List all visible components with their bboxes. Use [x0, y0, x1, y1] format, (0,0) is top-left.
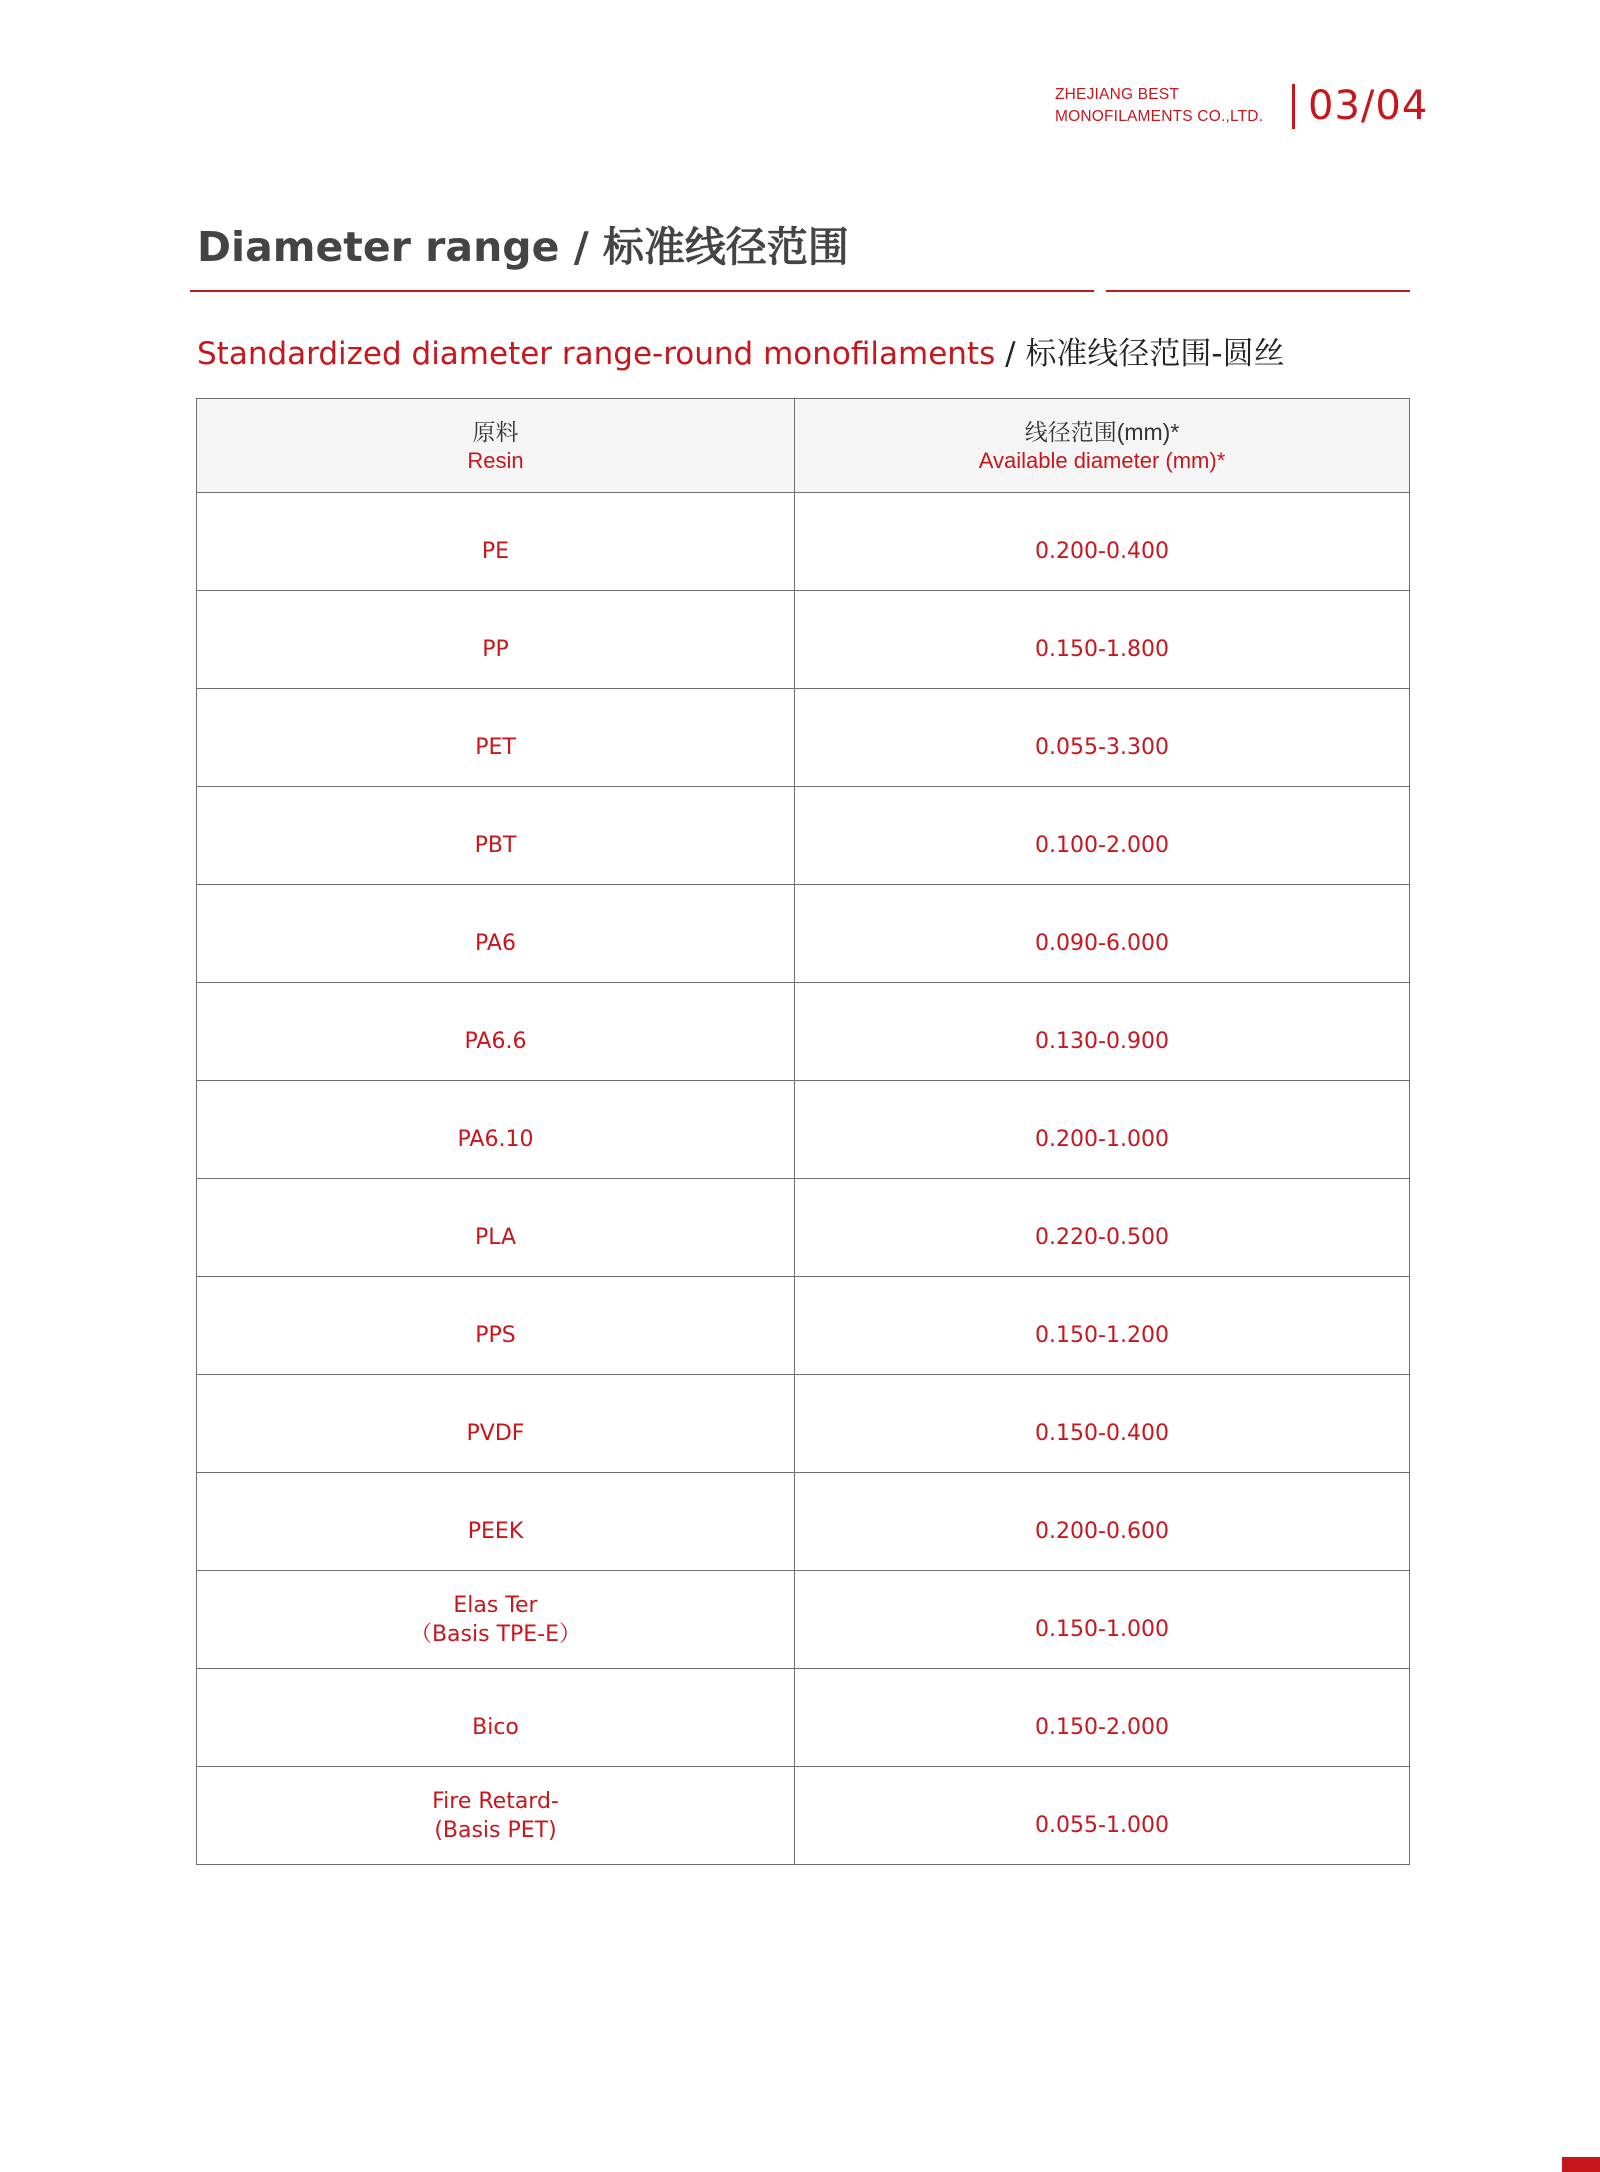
resin-cell: PE [197, 493, 795, 591]
diameter-table [196, 398, 1410, 1865]
resin-cell [197, 1571, 795, 1669]
resin-column-header [197, 399, 795, 493]
resin-cell: PPS [197, 1277, 795, 1375]
table-row [197, 1571, 1410, 1669]
diameter-cell: 0.200-1.000 [795, 1081, 1410, 1179]
diameter-cell: 0.100-2.000 [795, 787, 1410, 885]
table-header-row [197, 399, 1410, 493]
resin-cell-line1: Elas Ter [453, 1592, 538, 1618]
diameter-cell: 0.055-3.300 [795, 689, 1410, 787]
diameter-cell: 0.055-1.000 [795, 1767, 1410, 1865]
table-row [197, 493, 1410, 591]
subtitle-chinese: 标准线径范围-圆丝 [1025, 336, 1285, 372]
table-row [197, 787, 1410, 885]
page-number: 03/04 [1308, 83, 1429, 129]
table-row [197, 1081, 1410, 1179]
table-row [197, 1375, 1410, 1473]
header-divider [1292, 84, 1295, 129]
diameter-column-header [795, 399, 1410, 493]
table-row [197, 885, 1410, 983]
resin-cell [197, 1767, 795, 1865]
title-rule-left [190, 290, 1094, 292]
resin-cell: PA6.6 [197, 983, 795, 1081]
resin-cell: PA6 [197, 885, 795, 983]
resin-cell: PVDF [197, 1375, 795, 1473]
section-subtitle [197, 332, 1285, 376]
resin-cell: PET [197, 689, 795, 787]
diameter-cell: 0.130-0.900 [795, 983, 1410, 1081]
resin-cell: PA6.10 [197, 1081, 795, 1179]
company-name [1055, 84, 1281, 128]
diameter-cell: 0.150-1.800 [795, 591, 1410, 689]
resin-cell: Bico [197, 1669, 795, 1767]
resin-cell: PEEK [197, 1473, 795, 1571]
table-row [197, 1179, 1410, 1277]
resin-header-cn: 原料 [472, 418, 519, 445]
diameter-cell: 0.090-6.000 [795, 885, 1410, 983]
diameter-cell: 0.200-0.600 [795, 1473, 1410, 1571]
subtitle-english: Standardized diameter range-round monofilaments [197, 336, 996, 372]
subtitle-separator: / [995, 336, 1026, 372]
diameter-cell: 0.150-0.400 [795, 1375, 1410, 1473]
title-rule-right [1106, 290, 1410, 292]
company-name-line1: ZHEJIANG BEST [1055, 86, 1180, 103]
diameter-header-en: Available diameter (mm)* [978, 447, 1226, 473]
table-row [197, 1669, 1410, 1767]
company-name-line2: MONOFILAMENTS CO.,LTD. [1055, 108, 1264, 125]
diameter-cell: 0.200-0.400 [795, 493, 1410, 591]
resin-cell-line1: Fire Retard- [432, 1788, 559, 1814]
resin-cell: PP [197, 591, 795, 689]
table-row [197, 983, 1410, 1081]
table-row [197, 1767, 1410, 1865]
diameter-header-cn: 线径范围(mm)* [1024, 418, 1180, 445]
table-row [197, 1473, 1410, 1571]
resin-cell-line2: (Basis PET) [434, 1817, 557, 1843]
diameter-cell: 0.220-0.500 [795, 1179, 1410, 1277]
corner-accent-mark [1562, 2157, 1600, 2172]
resin-cell: PBT [197, 787, 795, 885]
diameter-cell: 0.150-1.000 [795, 1571, 1410, 1669]
table-row [197, 591, 1410, 689]
table-row [197, 1277, 1410, 1375]
page-title: Diameter range / 标准线径范围 [197, 223, 849, 271]
diameter-cell: 0.150-1.200 [795, 1277, 1410, 1375]
resin-header-en: Resin [467, 447, 524, 473]
diameter-cell: 0.150-2.000 [795, 1669, 1410, 1767]
table-row [197, 689, 1410, 787]
resin-cell: PLA [197, 1179, 795, 1277]
resin-cell-line2: （Basis TPE-E） [409, 1621, 582, 1647]
